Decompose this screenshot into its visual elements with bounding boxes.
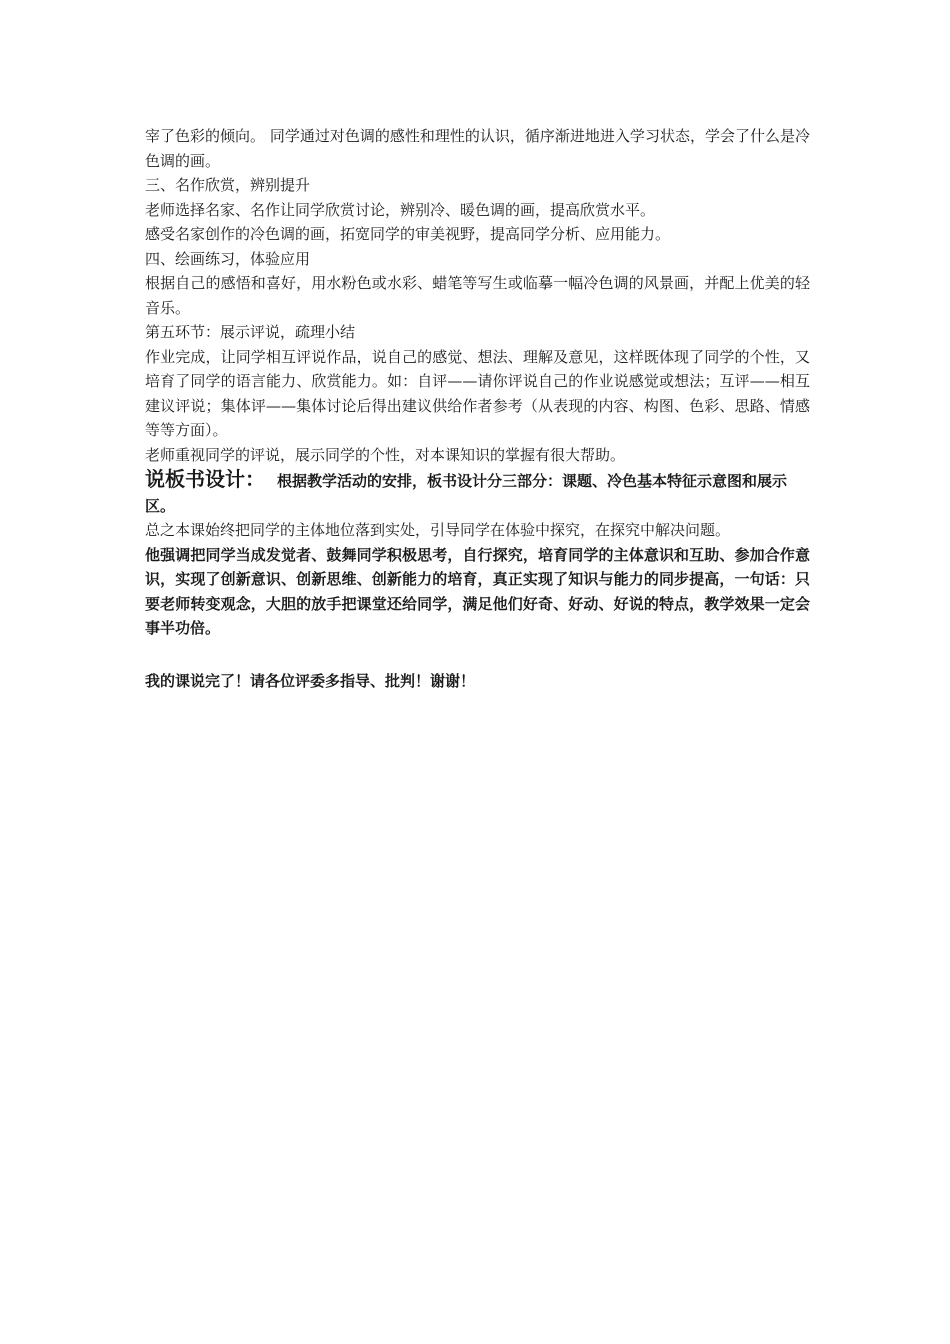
paragraph-painting-task: 根据自己的感悟和喜好，用水粉色或水彩、蜡笔等写生或临摹一幅冷色调的风景画，并配上优美的轻音乐。 <box>145 274 810 317</box>
board-design-text: 根据教学活动的安排，板书设计分三部分：课题、冷色基本特征示意图和展示区。 <box>145 472 788 515</box>
paragraph-teacher-selects: 老师选择名家、名作让同学欣赏讨论，辨别冷、暖色调的画，提高欣赏水平。 <box>145 200 656 219</box>
board-design-heading: 说板书设计： <box>145 467 265 491</box>
section-heading-masterpiece: 三、名作欣赏，辨别提升 <box>145 176 311 194</box>
paragraph-feel-masters: 感受名家创作的冷色调的画，拓宽同学的审美视野，提高同学分析、应用能力。 <box>145 225 671 243</box>
summary-bold-paragraph: 他强调把同学当成发觉者、鼓舞同学积极思考，自行探究，培育同学的主体意识和互助、参加合作意识，实现了创新意识、创新思维、创新能力的培育，真正实现了知识与能力的同步提高，一句话：只要老师转变观念，大胆的放手把课堂还给同学，满足他们好奇、好动、好说的特点，教学效果一定会事半功倍。 <box>145 545 810 637</box>
summary-intro: 总之本课始终把同学的主体地位落到实处，引导同学在体验中探究，在探究中解决问题。 <box>145 521 731 539</box>
paragraph-peer-review: 作业完成，让同学相互评说作品，说自己的感觉、想法、理解及意见，这样既体现了同学的个性，又培育了同学的语言能力、欣赏能力。如：自评——请你评说自己的作业说感觉或想法；互评——相互建议评说；集体评——集体讨论后得出建议供给作者参考（从表现的内容、构图、色彩、思路、情感等等方面）。 <box>145 347 810 439</box>
closing-remark: 我的课说完了！请各位评委多指导、批判！谢谢！ <box>145 671 476 690</box>
section-heading-fifth-step: 第五环节：展示评说，疏理小结 <box>145 323 356 341</box>
spacer <box>145 641 810 669</box>
document-body <box>145 124 810 693</box>
section-heading-painting-practice: 四、绘画练习，体验应用 <box>145 249 311 268</box>
paragraph-teacher-values: 老师重视同学的评说，展示同学的个性，对本课知识的掌握有很大帮助。 <box>145 445 626 464</box>
paragraph-color-tendency: 宰了色彩的倾向。 同学通过对色调的感性和理性的认识，循序渐进地进入学习状态，学会了什么是冷色调的画。 <box>145 127 810 170</box>
board-design-paragraph <box>145 467 810 518</box>
